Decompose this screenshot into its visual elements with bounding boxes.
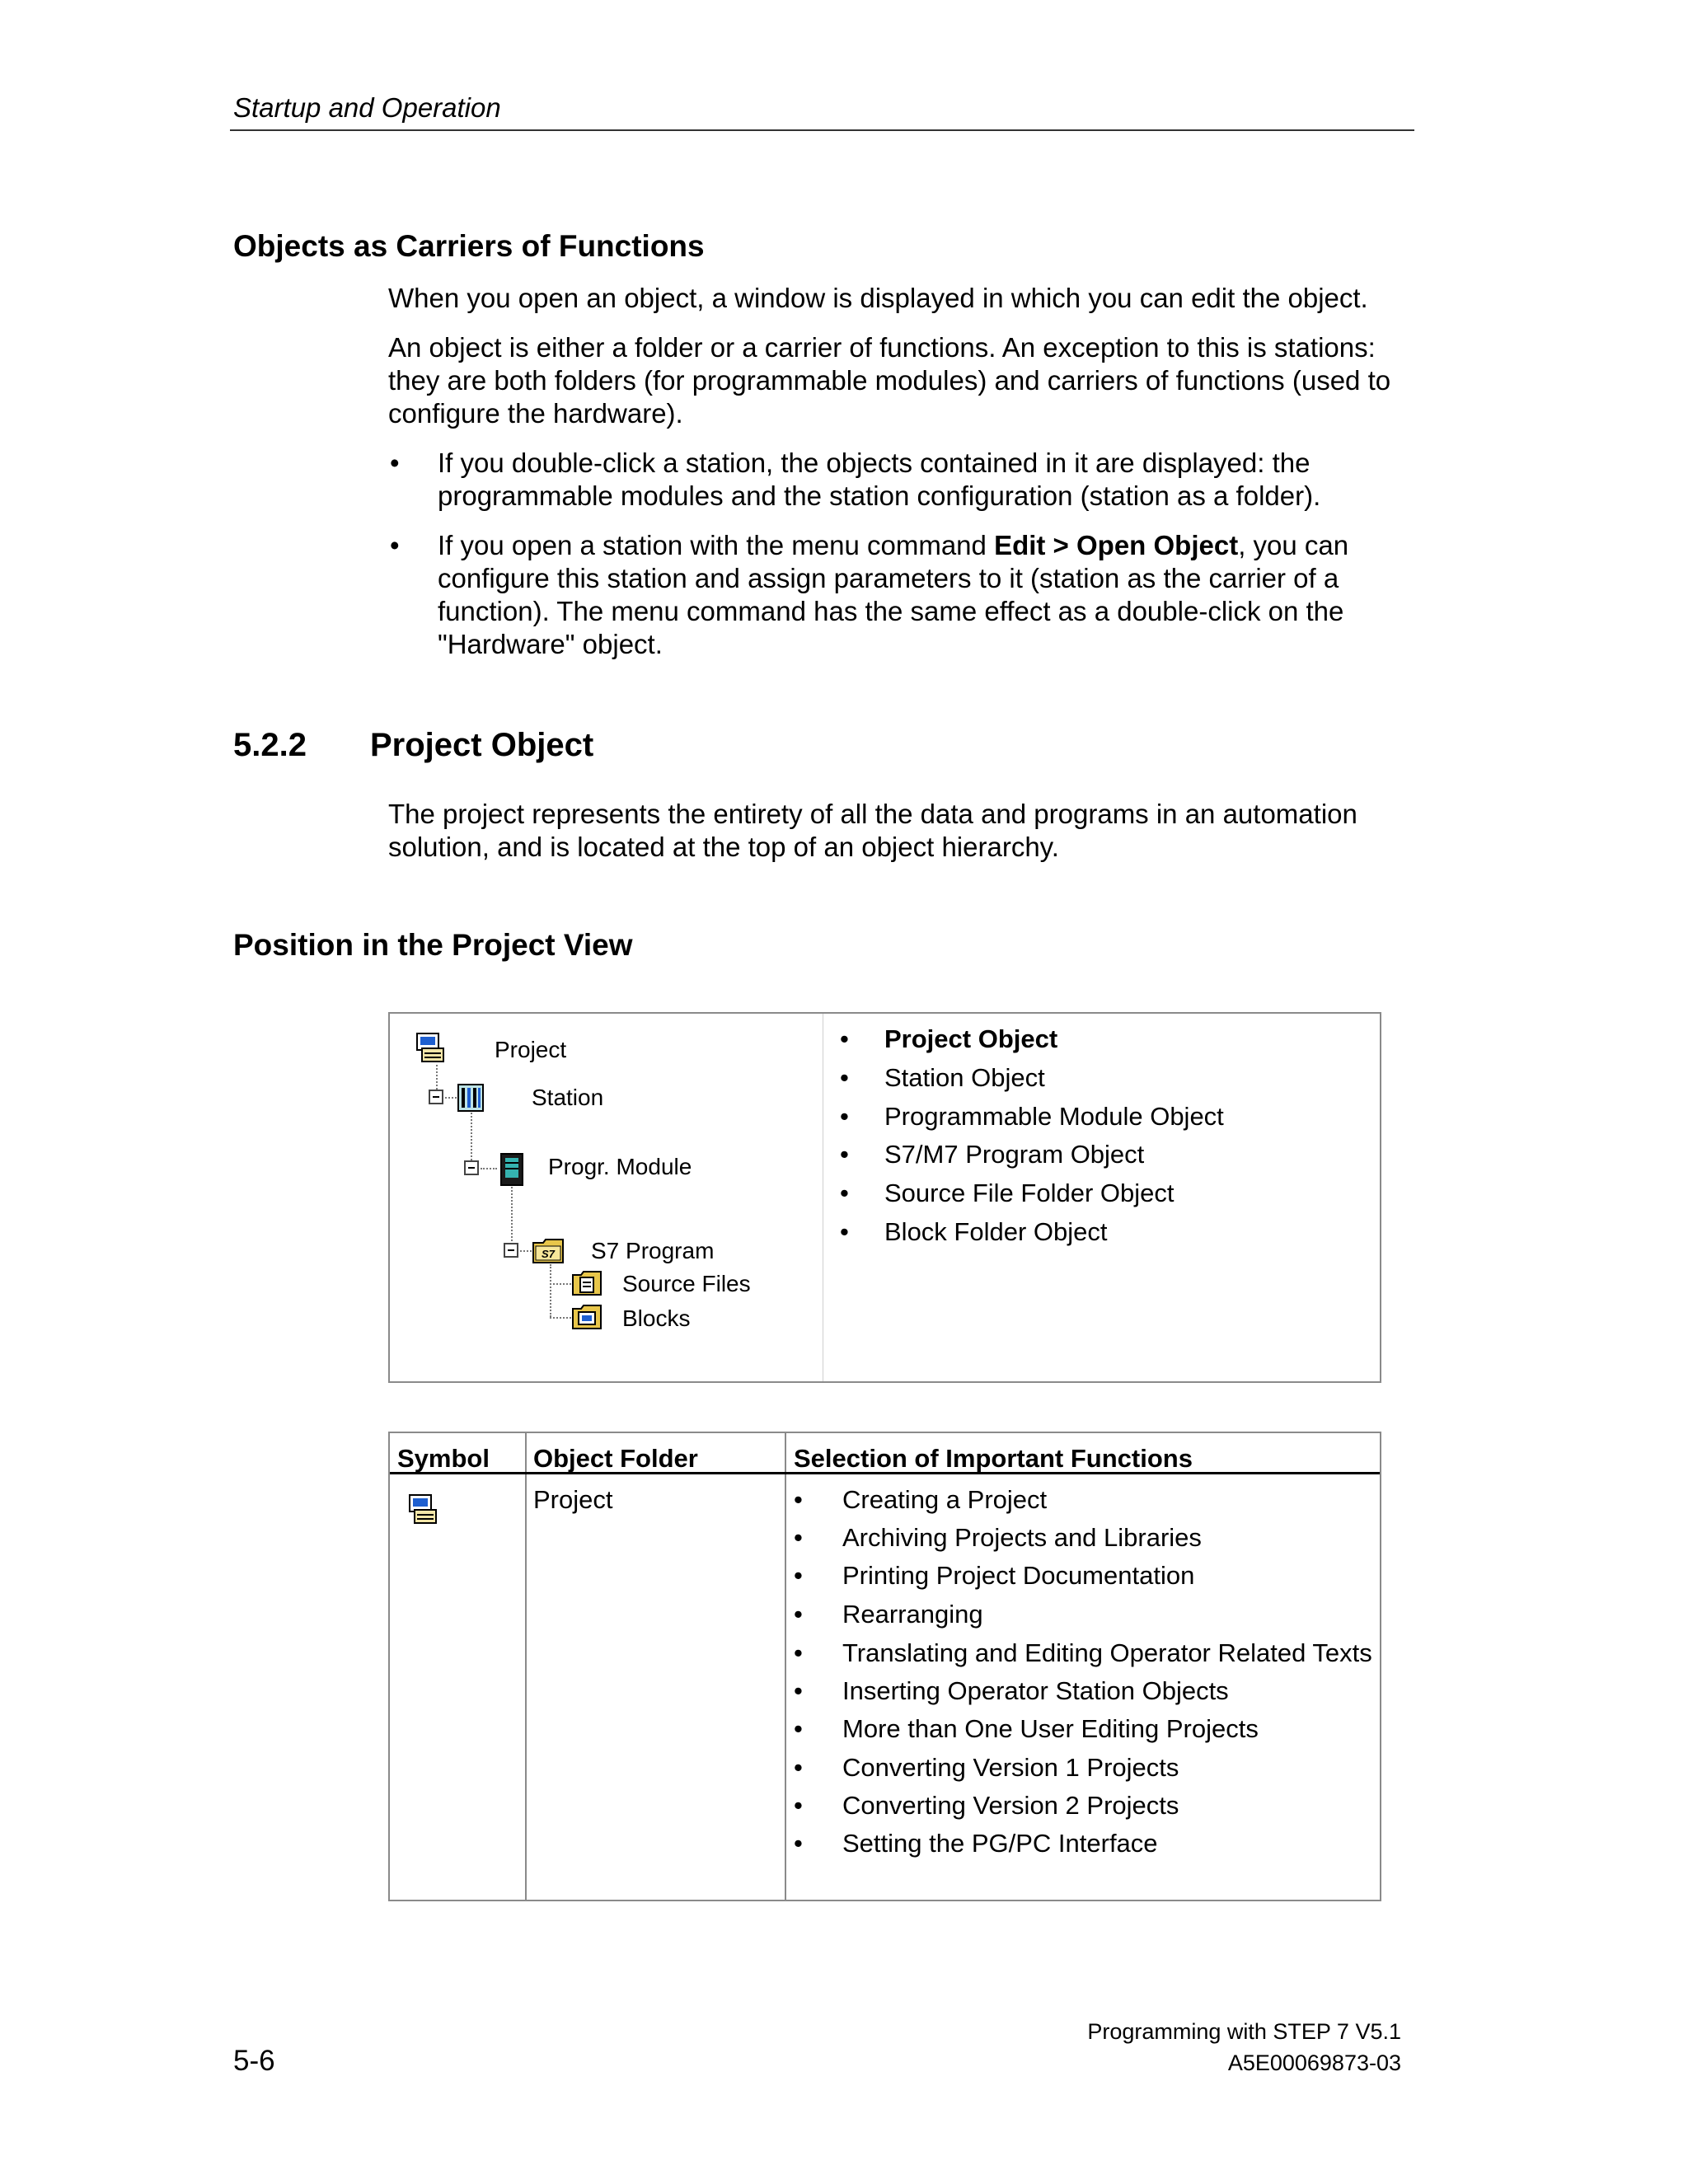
function-item: Translating and Editing Operator Related Texts bbox=[842, 1638, 1372, 1667]
station-icon bbox=[457, 1083, 485, 1113]
tree-program-label: S7 Program bbox=[591, 1238, 715, 1263]
project-para-line: solution, and is located at the top of an object hierarchy. bbox=[388, 832, 1059, 862]
bullet-dot: • bbox=[794, 1753, 803, 1782]
bullet-dot: • bbox=[794, 1638, 803, 1667]
bullet-2-line: configure this station and assign parameters to it (station as the carrier of a bbox=[438, 563, 1339, 593]
tree-blocks-label: Blocks bbox=[622, 1305, 691, 1331]
tree-connector bbox=[550, 1317, 571, 1319]
para-2-line: they are both folders (for programmable modules) and carriers of functions (used to bbox=[388, 365, 1391, 396]
function-item: Setting the PG/PC Interface bbox=[842, 1829, 1158, 1858]
bullet-2-first-line bbox=[438, 529, 1348, 562]
object-list-item: • Block Folder Object bbox=[840, 1217, 1108, 1246]
function-item: Converting Version 1 Projects bbox=[842, 1753, 1179, 1782]
bullet-dot: • bbox=[794, 1561, 803, 1590]
project-para-line: The project represents the entirety of all the data and programs in an automation bbox=[388, 799, 1357, 829]
objects-bullet-1 bbox=[438, 447, 1320, 513]
bullet-1-line: programmable modules and the station configuration (station as a folder). bbox=[438, 480, 1321, 511]
program-icon bbox=[532, 1238, 565, 1264]
bullet-2-prefix: If you open a station with the menu command bbox=[438, 530, 995, 560]
project-para bbox=[388, 798, 1357, 864]
station-expander[interactable] bbox=[429, 1090, 443, 1104]
function-item: Printing Project Documentation bbox=[842, 1561, 1195, 1590]
function-item: Inserting Operator Station Objects bbox=[842, 1676, 1229, 1705]
program-icon-text: S7 bbox=[542, 1248, 555, 1260]
tree-connector bbox=[550, 1283, 571, 1285]
bullet-dot: • bbox=[794, 1523, 803, 1552]
bullet-dot: • bbox=[794, 1714, 803, 1743]
bullet-dot: • bbox=[390, 448, 400, 478]
object-list-item: • Programmable Module Object bbox=[840, 1102, 1224, 1131]
tree-connector bbox=[520, 1250, 532, 1252]
table-header-symbol: Symbol bbox=[397, 1444, 490, 1473]
para-2-line: An object is either a folder or a carrier of functions. An exception to this is stations: bbox=[388, 332, 1376, 363]
function-item: More than One User Editing Projects bbox=[842, 1714, 1259, 1743]
table-header-object-folder: Object Folder bbox=[533, 1444, 698, 1473]
table-col-divider bbox=[785, 1433, 786, 1900]
bullet-dot: • bbox=[390, 530, 400, 560]
function-item: Creating a Project bbox=[842, 1485, 1048, 1514]
bullet-2-line: function). The menu command has the same effect as a double-click on the bbox=[438, 596, 1344, 626]
objects-bullet-2 bbox=[438, 529, 1348, 661]
tree-connector bbox=[481, 1168, 497, 1169]
objects-heading: Objects as Carriers of Functions bbox=[233, 229, 705, 263]
project-icon bbox=[415, 1032, 451, 1065]
bullet-2-line: "Hardware" object. bbox=[438, 629, 663, 659]
objects-para-1: When you open an object, a window is displayed in which you can edit the object. bbox=[388, 283, 1368, 313]
section-title: Project Object bbox=[370, 727, 594, 763]
menu-command: Edit > Open Object bbox=[994, 530, 1239, 560]
blocks-icon bbox=[571, 1304, 603, 1330]
function-item: Rearranging bbox=[842, 1600, 983, 1629]
project-symbol-icon bbox=[407, 1493, 443, 1526]
position-heading: Position in the Project View bbox=[233, 928, 633, 962]
bullet-dot: • bbox=[794, 1791, 803, 1820]
bullet-dot: • bbox=[794, 1485, 803, 1514]
page-number: 5-6 bbox=[233, 2045, 275, 2077]
table-header-functions: Selection of Important Functions bbox=[794, 1444, 1193, 1473]
source-files-icon bbox=[571, 1270, 603, 1296]
object-list-item: • Source File Folder Object bbox=[840, 1179, 1175, 1207]
module-icon bbox=[498, 1152, 526, 1187]
tree-connector bbox=[445, 1097, 457, 1099]
tree-module-label: Progr. Module bbox=[548, 1154, 692, 1179]
tree-project-label: Project bbox=[495, 1037, 567, 1062]
module-expander[interactable] bbox=[464, 1160, 479, 1175]
para-2-line: configure the hardware). bbox=[388, 398, 683, 429]
bullet-dot: • bbox=[794, 1829, 803, 1858]
section-number: 5.2.2 bbox=[233, 727, 307, 763]
tree-station-label: Station bbox=[532, 1085, 604, 1110]
tree-connector bbox=[550, 1264, 551, 1317]
manual-title: Programming with STEP 7 V5.1 bbox=[1087, 2019, 1401, 2044]
bullet-dot: • bbox=[794, 1600, 803, 1629]
table-object-folder: Project bbox=[533, 1485, 613, 1514]
program-expander[interactable] bbox=[504, 1243, 518, 1258]
object-list-item: • Station Object bbox=[840, 1063, 1045, 1092]
header-rule bbox=[230, 129, 1414, 131]
running-title: Startup and Operation bbox=[233, 92, 501, 123]
doc-number: A5E00069873-03 bbox=[1227, 2050, 1401, 2075]
object-list-item: • S7/M7 Program Object bbox=[840, 1140, 1145, 1169]
bullet-dot: • bbox=[794, 1676, 803, 1705]
object-list-item: • Project Object bbox=[840, 1024, 1058, 1053]
bullet-2-suffix: , you can bbox=[1238, 530, 1349, 560]
tree-source-label: Source Files bbox=[622, 1271, 751, 1296]
bullet-1-line: If you double-click a station, the objects contained in it are displayed: the bbox=[438, 448, 1311, 478]
table-col-divider bbox=[525, 1433, 527, 1900]
function-item: Archiving Projects and Libraries bbox=[842, 1523, 1202, 1552]
function-item: Converting Version 2 Projects bbox=[842, 1791, 1179, 1820]
objects-para-2 bbox=[388, 331, 1390, 430]
